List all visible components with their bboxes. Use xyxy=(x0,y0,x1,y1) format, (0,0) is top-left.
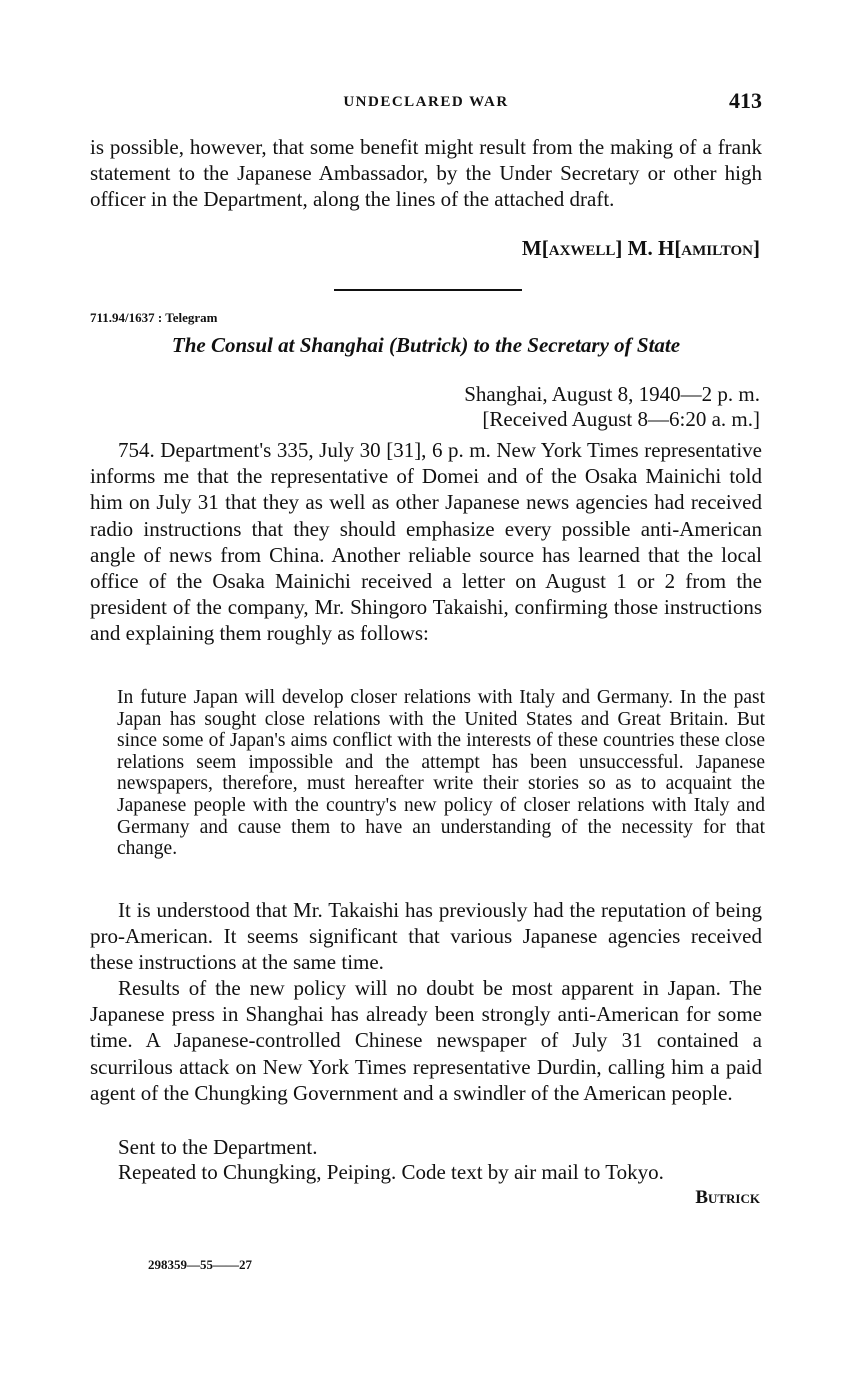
sent-line: Sent to the Department. xyxy=(118,1135,318,1159)
section-divider xyxy=(334,289,522,291)
telegram-text-1: 754. Department's 335, July 30 [31], 6 p. m. New York Times representative informs me that the representative of Domei and of the Osaka Mainichi told him on July 31 that they as well as other Japanese news agencies had received radio instructions that they should emphasize every possible anti-American angle of news from China. Another reliable source has learned that the local office of the Osaka Mainichi received a letter on August 1 or 2 from the president of the company, Mr. Shingoro Takaishi, confirming those instructions and explaining them roughly as follows: xyxy=(90,438,762,646)
telegram-text-3: Results of the new policy will no doubt be most apparent in Japan. The Japanese press in Shanghai has already been strongly anti-American for some time. A Japanese-controlled Chinese newspaper of July 31 contained a scurrilous attack on New York Times representative Durdin, calling him a paid agent of the Chungking Government and a swindler of the American people. xyxy=(90,976,762,1105)
opening-paragraph xyxy=(90,134,762,213)
telegram-paragraph-2 xyxy=(90,897,762,976)
repeated-line: Repeated to Chungking, Peiping. Code text by air mail to Tokyo. xyxy=(118,1160,664,1184)
dateline-sent: Shanghai, August 8, 1940—2 p. m. xyxy=(464,382,760,406)
telegram-text-2: It is understood that Mr. Takaishi has previously had the reputation of being pro-American. It seems significant that various Japanese agencies received these instructions at the same time. xyxy=(90,898,762,975)
page-number: 413 xyxy=(729,88,762,113)
file-reference: 711.94/1637 : Telegram xyxy=(90,310,218,325)
quoted-instructions xyxy=(117,687,765,860)
opening-text: is possible, however, that some benefit might result from the making of a frank statement to the Japanese Ambassador, by the Under Secretary or other high officer in the Department, along the lines of the attached draft. xyxy=(90,135,762,212)
printing-code: 298359—55——27 xyxy=(148,1257,252,1272)
running-head xyxy=(90,88,762,118)
telegram-paragraph-3 xyxy=(90,975,762,1106)
dateline-received: [Received August 8—6:20 a. m.] xyxy=(482,407,760,431)
telegram-signature: Butrick xyxy=(695,1187,760,1208)
running-title: UNDECLARED WAR xyxy=(343,94,509,110)
document-title: The Consul at Shanghai (Butrick) to the Secretary of State xyxy=(171,333,681,357)
telegram-paragraph-1 xyxy=(90,437,762,647)
quoted-text: In future Japan will develop closer relations with Italy and Germany. In the past Japan has sought close relations with the United States and Great Britain. But since some of Japan's aims conflict with the interests of these countries these close relations seem impossible and the attempt has been unsuccessful. Japanese newspapers, therefore, must hereafter write their stories so as to acquaint the Japanese people with the country's new policy of closer relations with Italy and Germany and cause them to have an understanding of the necessity for that change. xyxy=(117,687,765,860)
memo-signature: M[axwell] M. H[amilton] xyxy=(521,236,760,260)
